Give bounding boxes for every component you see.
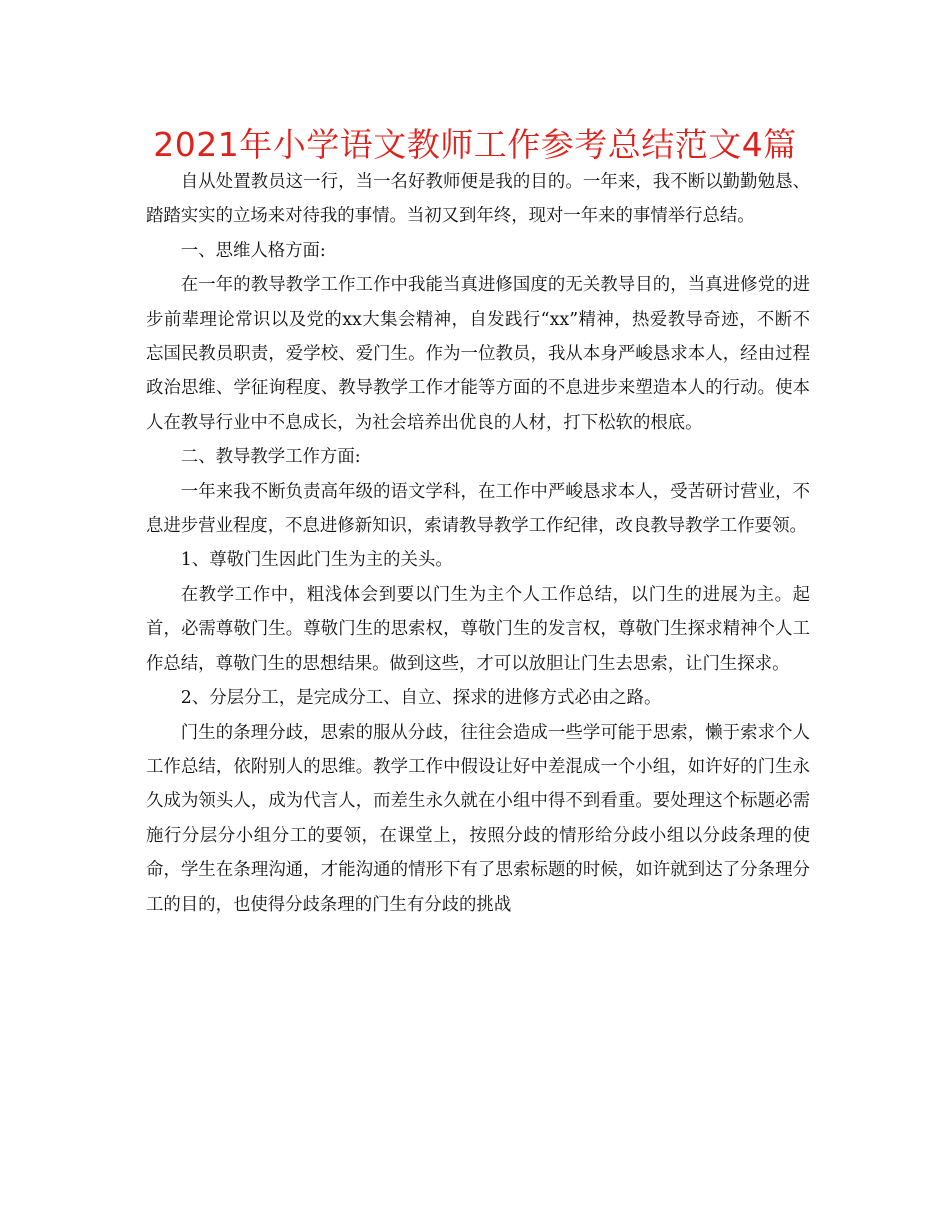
paragraph-intro: 自从处置教员这一行，当一名好教师便是我的目的。一年来，我不断以勤勤勉恳、踏踏实实的立场来对待我的事情。当初又到年终，现对一年来的事情举行总结。: [146, 172, 810, 227]
paragraph-ideology: 在一年的教导教学工作工作中我能当真进修国度的无关教导目的，当真进修党的进步前辈理论常识以及党的xx大集会精神，自发践行“xx”精神，热爱教导奇迹，不断不忘国民教员职责，爱学校、爱门生。作为一位教员，我从本身严峻恳求本人，经由过程政治思维、学征询程度、教导教学工作才能等方面的不息进步来塑造本人的行动。使本人在教导行业中不息成长，为社会培养出优良的人材，打下松软的根底。: [146, 275, 810, 433]
paragraph-layered-groups: 门生的条理分歧，思索的服从分歧，往往会造成一些学可能于思索，懒于索求个人工作总结，依附别人的思维。教学工作中假设让好中差混成一个小组，如许好的门生永久成为领头人，成为代言人，而差生永久就在小组中得不到看重。要处理这个标题必需施行分层分小组分工的要领，在课堂上，按照分歧的情形给分歧小组以分歧条理的使命，学生在条理沟通，才能沟通的情形下有了思索标题的时候，如许就到达了分条理分工的目的，也使得分歧条理的门生有分歧的挑战: [146, 722, 810, 915]
paragraph-respect-students: 在教学工作中，粗浅体会到要以门生为主个人工作总结，以门生的进展为主。起首，必需尊敬门生。尊敬门生的思索权，尊敬门生的发言权，尊敬门生探求精神个人工作总结，尊敬门生的思想结果。做到这些，才可以放胆让门生去思索，让门生探求。: [146, 584, 810, 674]
document-title: 2021年小学语文教师工作参考总结范文4篇: [153, 125, 797, 164]
section-heading-teaching: 二、教导教学工作方面:: [180, 447, 361, 468]
section-heading-ideology: 一、思维人格方面:: [180, 240, 326, 261]
paragraph-teaching: 一年来我不断负责高年级的语文学科，在工作中严峻恳求本人，受苦研讨营业，不息进步营业程度，不息进修新知识，索请教导教学工作纪律，改良教导教学工作要领。: [146, 481, 810, 537]
subheading-layered-groups: 2、分层分工，是完成分工、自立、探求的进修方式必由之路。: [180, 688, 662, 709]
subheading-respect-students: 1、尊敬门生因此门生为主的关头。: [180, 550, 453, 571]
document-body: [146, 165, 810, 922]
